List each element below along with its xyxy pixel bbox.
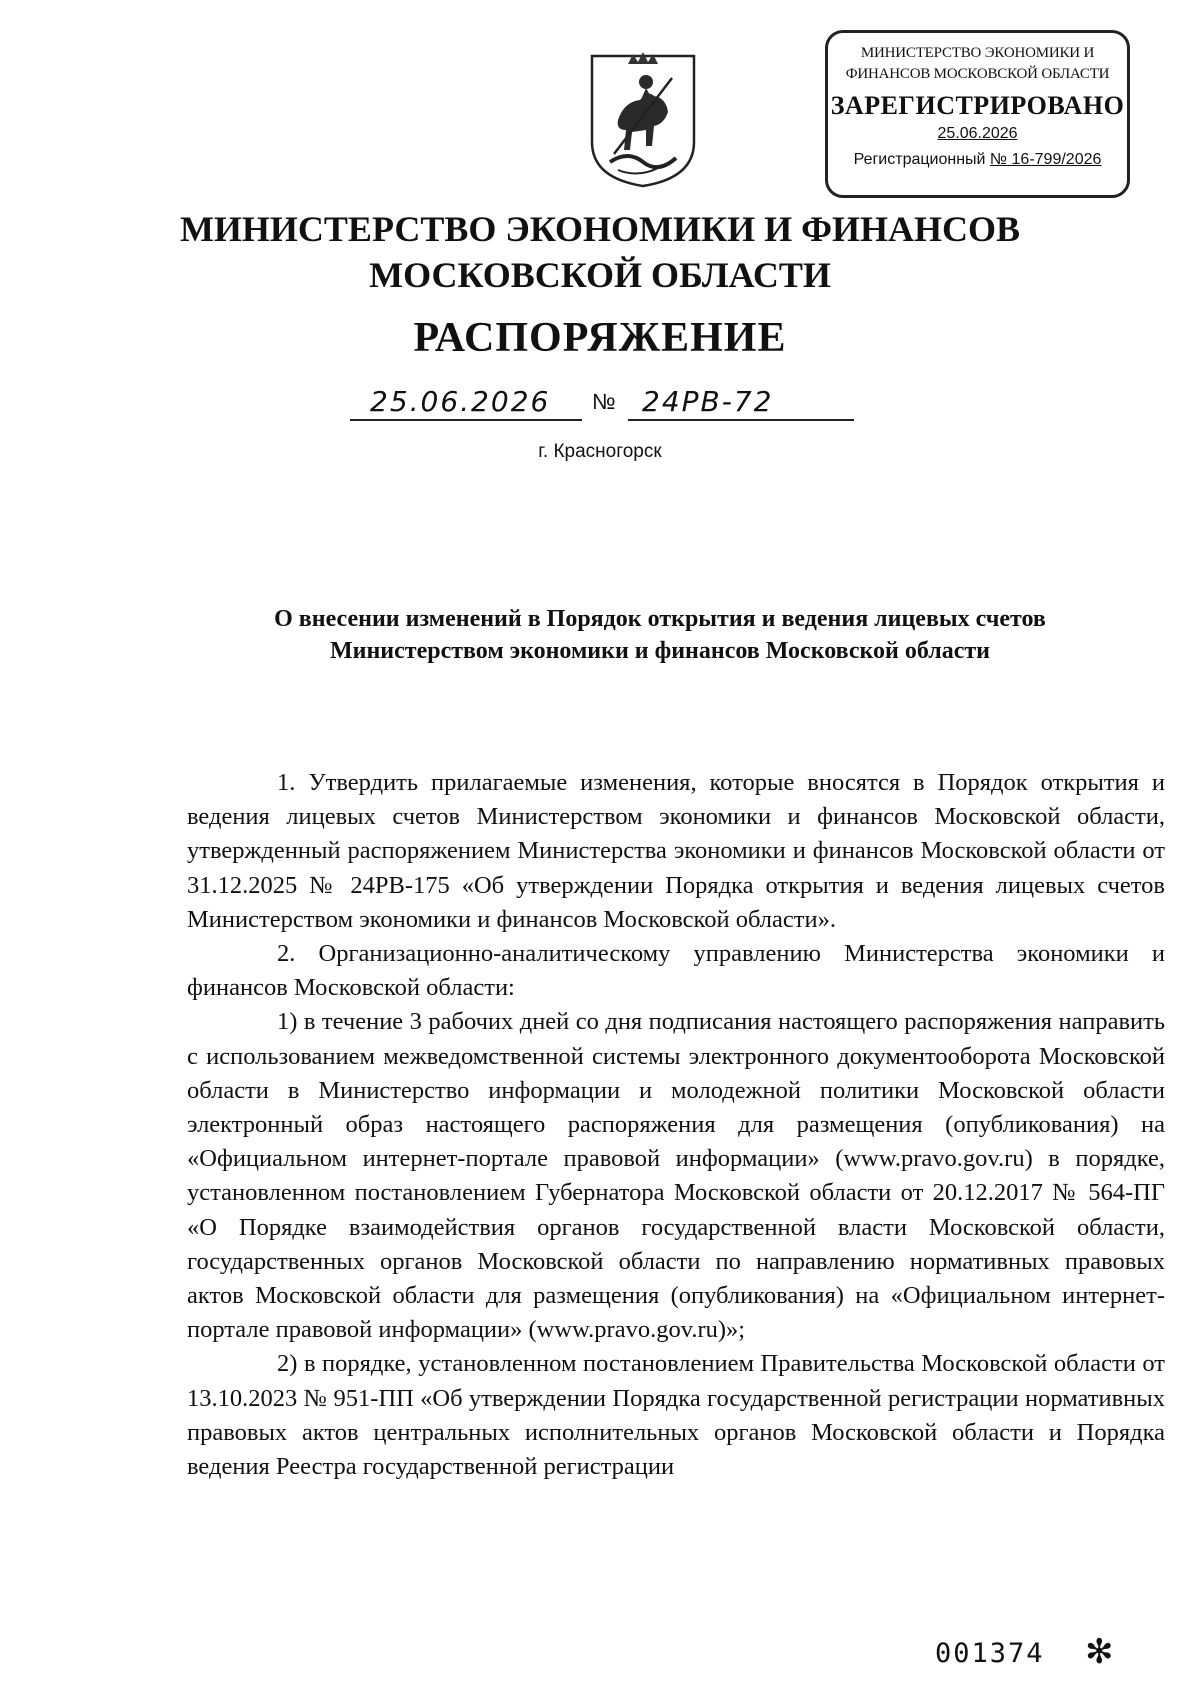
stamp-reg-number: № 16-799/2026 [989,151,1102,168]
subject-line1: О внесении изменений в Порядок открытия и ведения лицевых счетов [274,606,1046,632]
paragraph-2: 2. Организационно-аналитическому управлению Министерства экономики и финансов Московской области: [187,940,1165,1002]
handwritten-number: 24РВ-72 [642,385,774,418]
paragraph-2-item-2: 2) в порядке, установленном постановлением Правительства Московской области от 13.10.2023 № 951-ПП «Об утверждении Порядка государственной регистрации нормативных правовых актов центральных исполнительных органов Московской области и Порядка ведения Реестра государственной регистрации [187,1350,1165,1481]
number-sign: № [592,389,616,414]
document-subject [180,603,1140,667]
document-body [187,766,1165,1484]
stamp-status: ЗАРЕГИСТРИРОВАНО [830,91,1125,120]
stamp-reg-label: Регистрационный [853,151,986,168]
city: г. Красногорск [538,441,662,462]
paragraph-2-item-1: 1) в течение 3 рабочих дней со дня подписания настоящего распоряжения направить с использованием межведомственной системы электронного документооборота Московской области в Министерство информации и молодежной политики Московской области электронный образ настоящего распоряжения для размещения (опубликования) на «Официальном интернет-портале правовой информации» (www.pravo.gov.ru) в порядке, установленном постановлением Губернатора Московской области от 20.12.2017 № 564-ПГ «О Порядке взаимодействия органов государственной власти Московской области, государственных органов Московской области по направлению нормативных правовых актов Московской области для размещения (опубликования) на «Официальном интернет-портале правовой информации» (www.pravo.gov.ru)»; [187,1008,1165,1344]
form-serial-number: 001374 [935,1638,1045,1669]
document-type: РАСПОРЯЖЕНИЕ [413,315,787,361]
ministry-title-line2: МОСКОВСКОЙ ОБЛАСТИ [369,255,831,295]
number-underline [628,419,854,421]
stamp-org-line1: МИНИСТЕРСТВО ЭКОНОМИКИ И [860,45,1095,61]
stamp-reg-number-line [828,151,1127,169]
stamp-date: 25.06.2026 [937,125,1018,142]
asterisk-mark-icon: ✻ [1085,1632,1114,1672]
handwritten-date: 25.06.2026 [370,385,551,418]
ministry-title [0,206,1200,298]
ministry-title-line1: МИНИСТЕРСТВО ЭКОНОМИКИ И ФИНАНСОВ [179,209,1021,249]
date-underline [350,419,582,421]
registration-stamp [825,30,1130,198]
paragraph-1: 1. Утвердить прилагаемые изменения, которые вносятся в Порядок открытия и ведения лицевых счетов Министерством экономики и финансов Московской области, утвержденный распоряжением Министерства экономики и финансов Московской области от 31.12.2025 № 24РВ-175 «Об утверждении Порядка открытия и ведения лицевых счетов Министерством экономики и финансов Московской области». [187,769,1165,933]
subject-line2: Министерством экономики и финансов Московской области [329,638,990,664]
stamp-org-line2: ФИНАНСОВ МОСКОВСКОЙ ОБЛАСТИ [845,66,1110,82]
coat-of-arms-icon [588,50,698,190]
